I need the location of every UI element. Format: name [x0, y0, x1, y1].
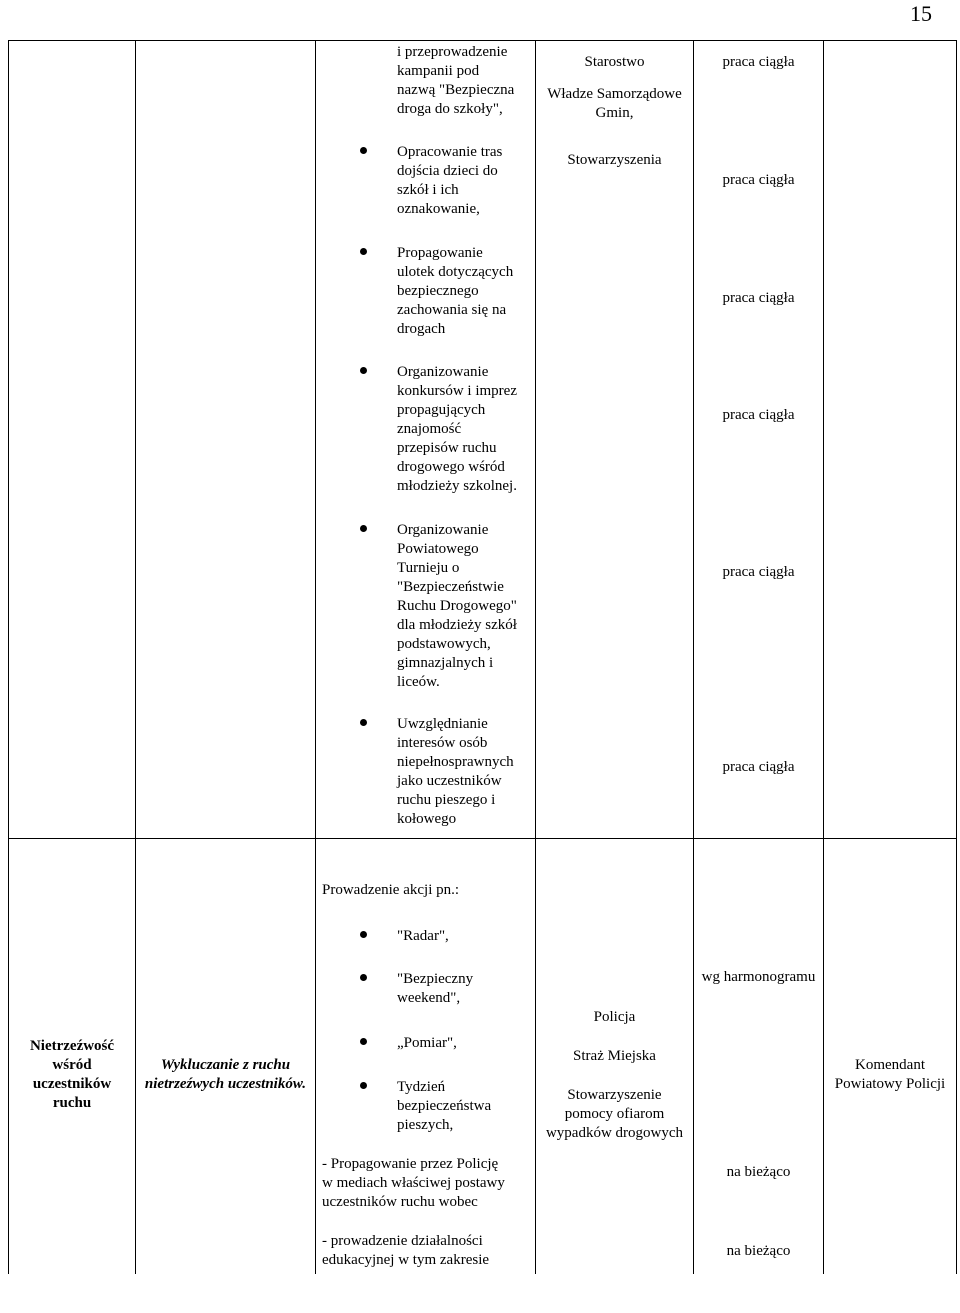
- row2-entity: Stowarzyszenia: [567, 152, 662, 168]
- row1-deadline: praca ciągła: [722, 54, 795, 70]
- col-border-1: [135, 40, 136, 838]
- row3-deadline: praca ciągła: [722, 290, 795, 306]
- page-number: 15: [910, 1, 932, 26]
- row6-activity: Uwzględnianie interesów osób niepełnosprawnych jako uczestników ruchu pieszego i kołowego: [397, 716, 514, 827]
- row2-deadline: praca ciągła: [722, 172, 795, 188]
- row2-activity: Opracowanie tras dojścia dzieci do szkół i ich oznakowanie,: [397, 144, 503, 217]
- deadline-biezaco-1: na bieżąco: [726, 1164, 791, 1180]
- propagation-text: - Propagowanie przez Policję w mediach właściwej postawy uczestników ruchu wobec: [322, 1156, 505, 1210]
- lower-border-right: [956, 838, 957, 1274]
- row5-deadline: praca ciągła: [722, 564, 795, 580]
- table-top-border: [8, 40, 957, 41]
- entity-policja: Policja: [593, 1009, 636, 1025]
- action-tydzien: Tydzień bezpieczeństwa pieszych,: [397, 1079, 492, 1133]
- bullet-icon: [360, 1082, 367, 1089]
- problem-cell: Nietrzeźwość wśród uczestników ruchu: [29, 1038, 115, 1111]
- lower-col-border-4: [693, 838, 694, 1274]
- bullet-icon: [360, 719, 367, 726]
- goal-cell: Wykluczanie z ruchu nietrzeźwych uczestników.: [144, 1057, 307, 1092]
- deadline-biezaco-2: na bieżąco: [726, 1243, 791, 1259]
- entity-straz: Straż Miejska: [573, 1048, 656, 1064]
- row4-deadline: praca ciągła: [722, 407, 795, 423]
- action-pomiar: „Pomiar",: [397, 1035, 457, 1051]
- deadline-harmonogram: wg harmonogramu: [701, 969, 816, 985]
- education-text: - prowadzenie działalności edukacyjnej w tym zakresie: [322, 1233, 490, 1268]
- action-weekend: "Bezpieczny weekend",: [397, 971, 474, 1006]
- col-border-left: [8, 40, 9, 838]
- lower-col-border-2: [315, 838, 316, 1274]
- entity-stowarzyszenie: Stowarzyszenie pomocy ofiarom wypadków drogowych: [545, 1087, 684, 1141]
- bullet-icon: [360, 525, 367, 532]
- bullet-icon: [360, 367, 367, 374]
- row1-activity: i przeprowadzenie kampanii pod nazwą "Bezpieczna droga do szkoły",: [397, 44, 515, 117]
- action-radar: "Radar",: [397, 928, 449, 944]
- responsible-cell: Komendant Powiatowy Policji: [834, 1057, 946, 1092]
- col-border-2: [315, 40, 316, 838]
- col-border-4: [693, 40, 694, 838]
- row4-activity: Organizowanie konkursów i imprez propagujących znajomość przepisów ruchu drogowego wśród młodzieży szkolnej.: [397, 364, 517, 494]
- bullet-icon: [360, 1038, 367, 1045]
- row1-entities: Starostwo Władze Samorządowe Gmin,: [547, 54, 682, 121]
- bullet-icon: [360, 147, 367, 154]
- bullet-icon: [360, 248, 367, 255]
- actions-intro: Prowadzenie akcji pn.:: [322, 882, 460, 898]
- table-separator: [8, 838, 957, 839]
- row6-deadline: praca ciągła: [722, 759, 795, 775]
- col-border-5: [823, 40, 824, 838]
- col-border-right: [956, 40, 957, 838]
- row3-activity: Propagowanie ulotek dotyczących bezpiecznego zachowania się na drogach: [397, 245, 514, 337]
- bullet-icon: [360, 974, 367, 981]
- row5-activity: Organizowanie Powiatowego Turnieju o "Bezpieczeństwie Ruchu Drogowego" dla młodzieży szkół podstawowych, gimnazjalnych i liceów.: [397, 522, 517, 690]
- bullet-icon: [360, 931, 367, 938]
